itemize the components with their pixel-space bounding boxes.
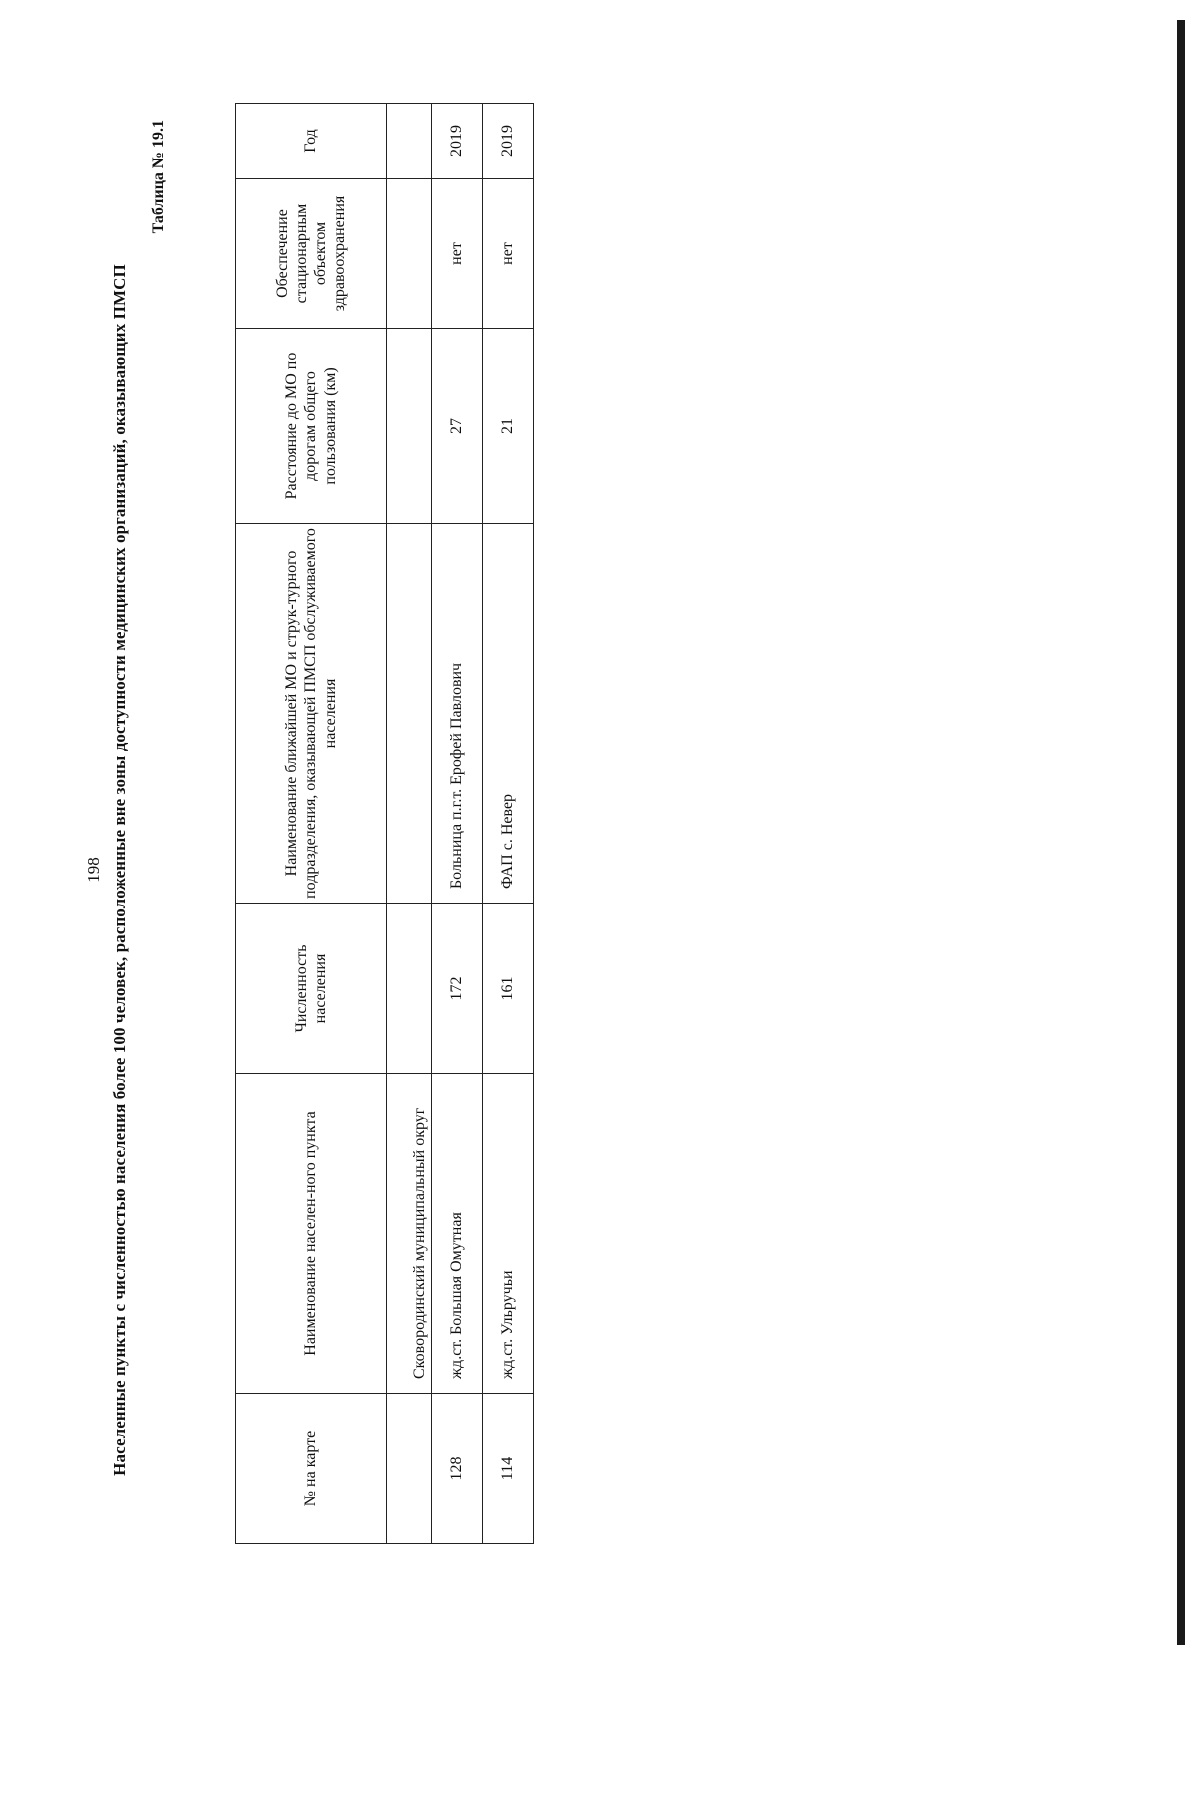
table-group-row	[387, 104, 432, 1544]
cell-population: 161	[483, 904, 534, 1074]
cell-map-no: 114	[483, 1394, 534, 1544]
cell-distance: 21	[483, 329, 534, 524]
column-header-distance: Расстояние до МО по дорогам общего пользования (км)	[236, 329, 387, 524]
cell-nearest-mo: ФАП с. Невер	[483, 524, 534, 904]
group-label: Сковородинский муниципальный округ	[387, 1074, 432, 1394]
document-title: Населенные пункты с численностью населения более 100 человек, расположенные вне зоны доступности медицинских организаций, оказывающих ПМСП	[110, 264, 129, 1476]
table-label: Таблица № 19.1	[150, 120, 167, 234]
table-row	[483, 104, 534, 1544]
column-header-year: Год	[236, 104, 387, 179]
cell-map-no: 128	[432, 1394, 483, 1544]
cell-nearest-mo: Больница п.г.т. Ерофей Павлович	[432, 524, 483, 904]
scan-edge-bar	[1177, 20, 1185, 1645]
cell-settlement: жд.ст. Ульручьи	[483, 1074, 534, 1394]
page-number: 198	[84, 857, 103, 883]
cell-population: 172	[432, 904, 483, 1074]
table-cell	[387, 1394, 432, 1544]
column-header-settlement: Наименование населен-ного пункта	[236, 1074, 387, 1394]
column-header-stationary: Обеспечение стационарным объектом здравоохранения	[236, 179, 387, 329]
table-row	[432, 104, 483, 1544]
data-table	[235, 103, 534, 1544]
table-cell	[387, 524, 432, 904]
cell-distance: 27	[432, 329, 483, 524]
cell-stationary: нет	[432, 179, 483, 329]
cell-settlement: жд.ст. Большая Омутная	[432, 1074, 483, 1394]
column-header-population: Численность населения	[236, 904, 387, 1074]
table-cell	[387, 904, 432, 1074]
table-cell	[387, 329, 432, 524]
column-header-map-no: № на карте	[236, 1394, 387, 1544]
cell-stationary: нет	[483, 179, 534, 329]
table-cell	[387, 104, 432, 179]
cell-year: 2019	[432, 104, 483, 179]
cell-year: 2019	[483, 104, 534, 179]
table-header-row	[236, 104, 387, 1544]
column-header-nearest-mo: Наименование ближайшей МО и струк-турного подразделения, оказывающей ПМСП обслуживаемого населения	[236, 524, 387, 904]
table-cell	[387, 179, 432, 329]
